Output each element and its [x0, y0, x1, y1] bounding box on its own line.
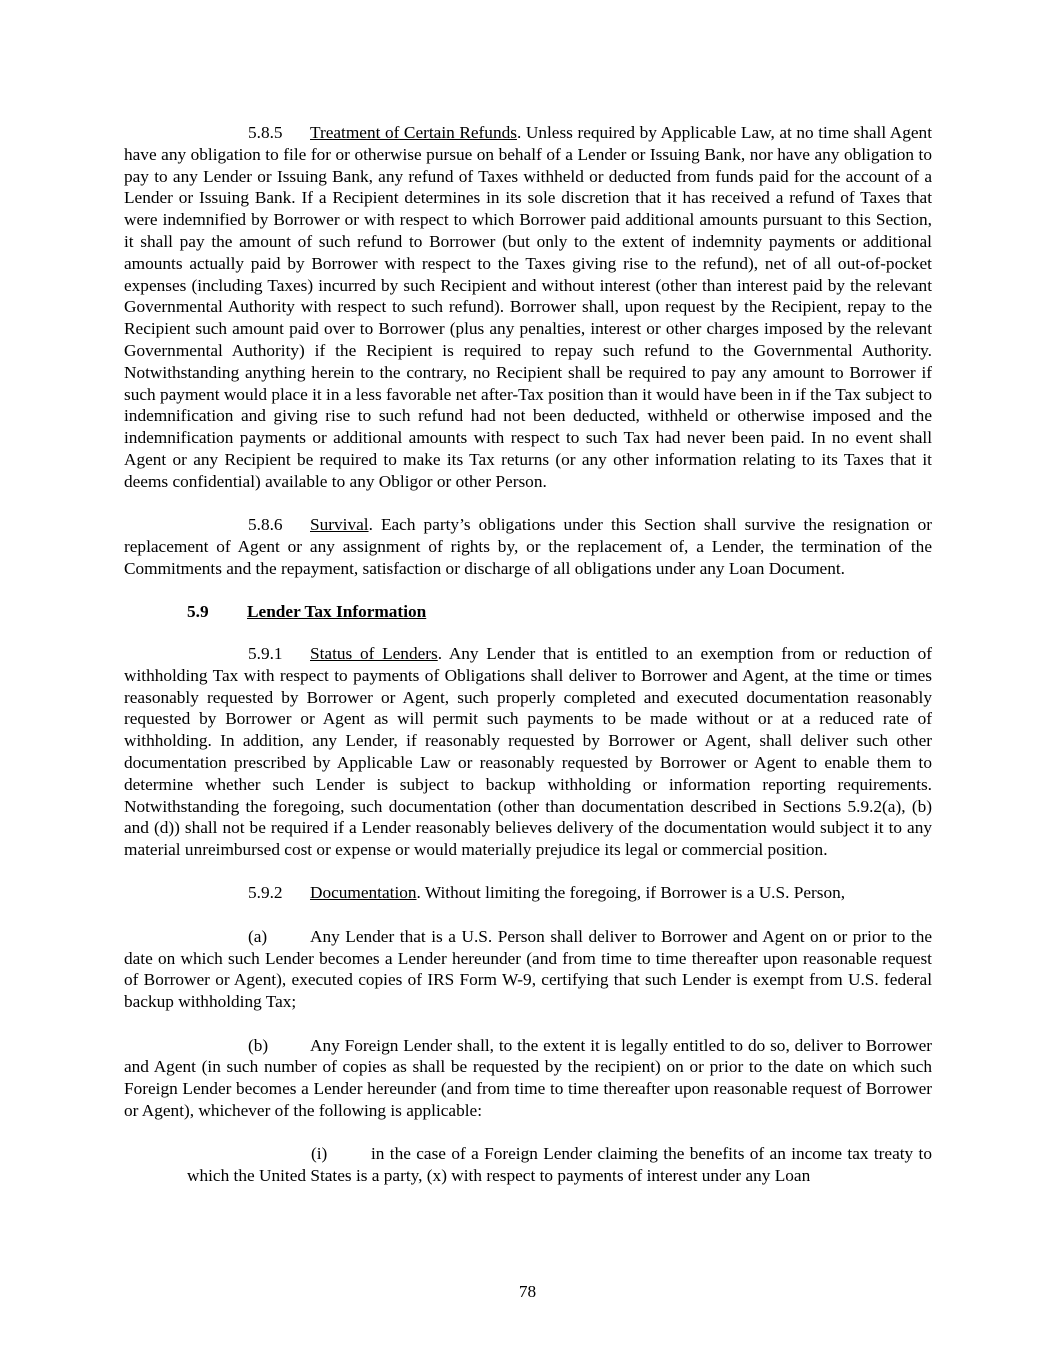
clause-a-paragraph [124, 926, 932, 1013]
section-number: 5.9.2 [248, 883, 283, 903]
clause-number: (i) [311, 1144, 328, 1164]
section-title: Documentation [310, 883, 417, 903]
section-text: . Each party’s obligations under this Section shall survive the resignation or replacement of Agent or any assignment of rights by, or the replacement of, a Lender, the termination of the Commitments and the repayment, satisfaction or discharge of all obligations under any Loan Document. [124, 515, 932, 578]
section-text: . Any Lender that is entitled to an exemption from or reduction of withholding Tax with respect to payments of Obligations shall deliver to Borrower and Agent, at the time or times reasonably requested by Borrower or Agent, such properly completed and executed documentation reasonably requested by Borrower or Agent as will permit such payments to be made without or at a reduced rate of withholding. In addition, any Lender, if reasonably requested by Borrower or Agent, shall deliver such other documentation prescribed by Applicable Law or reasonably requested by Borrower or Agent to enable them to determine whether such Lender is subject to backup withholding or information reporting requirements. Notwithstanding the foregoing, such documentation (other than documentation described in Sections 5.9.2(a), (b) and (d)) shall not be required if a Lender reasonably believes delivery of the documentation would subject it to any material unreimbursed cost or expense or would materially prejudice its legal or commercial position. [124, 643, 932, 860]
page-number: 78 [518, 1282, 537, 1301]
section-title: Treatment of Certain Refunds [310, 123, 517, 142]
section-number: 5.8.5 [248, 123, 283, 142]
document-page [124, 122, 932, 1209]
section-5-8-5-paragraph [124, 122, 932, 493]
clause-text: in the case of a Foreign Lender claiming the benefits of an income tax treaty to which the United States is a party, (x) with respect to payments of interest under any Loan [187, 1144, 932, 1186]
clause-text: Any Foreign Lender shall, to the extent it is legally entitled to do so, deliver to Borrower and Agent (in such number of copies as shall be requested by the recipient) on or prior to the date on which such Foreign Lender becomes a Lender hereunder (and from time to time thereafter upon reasonable request of Borrower or Agent), whichever of the following is applicable: [124, 1035, 932, 1121]
section-5-9-2-paragraph [124, 882, 932, 904]
heading-title: Lender Tax Information [247, 602, 427, 622]
section-title: Status of Lenders [310, 643, 438, 663]
section-5-8-6-paragraph [124, 514, 932, 579]
section-number: 5.9.1 [248, 643, 283, 663]
clause-text: Any Lender that is a U.S. Person shall deliver to Borrower and Agent on or prior to the date on which such Lender becomes a Lender hereunder (and from time to time thereafter upon reasonable request of Borrower or Agent), executed copies of IRS Form W-9, certifying that such Lender is exempt from U.S. federal backup withholding Tax; [124, 926, 932, 1012]
clause-number: (a) [248, 926, 268, 946]
section-number: 5.8.6 [248, 515, 283, 535]
heading-number: 5.9 [187, 602, 209, 622]
section-text: . Unless required by Applicable Law, at no time shall Agent have any obligation to file for or otherwise pursue on behalf of a Lender or Issuing Bank, nor have any obligation to pay to any Lender or Issuing Bank, any refund of Taxes withheld or deducted from funds paid for the account of a Lender or Issuing Bank. If a Recipient determines in its sole discretion that it has received a refund of Taxes that were indemnified by Borrower or with respect to which Borrower paid additional amounts pursuant to this Section, it shall pay the amount of such refund to Borrower (but only to the extent of indemnity payments or additional amounts actually paid by Borrower with respect to the Taxes giving rise to the refund), net of all out-of-pocket expenses (including Taxes) incurred by such Recipient and without interest (other than interest paid by the relevant Governmental Authority with respect to such refund). Borrower shall, upon request by the Recipient, repay to the Recipient such amount paid over to Borrower (plus any penalties, interest or other charges imposed by the relevant Governmental Authority) if the Recipient is required to repay such refund to the Governmental Authority. Notwithstanding anything herein to the contrary, no Recipient shall be required to pay any amount to Borrower if such payment would place it in a less favorable net after-Tax position than it would have been in if the Tax subject to indemnification and giving rise to such refund had not been deducted, withheld or otherwise imposed and the indemnification payments or additional amounts with respect to such Tax had never been paid. In no event shall Agent or any Recipient be required to make its Tax returns (or any other information relating to its Taxes that it deems confidential) available to any Obligor or other Person. [124, 123, 933, 491]
clause-b-paragraph [124, 1035, 932, 1122]
section-5-9-heading [187, 601, 932, 623]
clause-i-paragraph [187, 1143, 932, 1187]
section-title: Survival [310, 515, 369, 535]
clause-number: (b) [248, 1035, 269, 1055]
section-5-9-1-paragraph [124, 643, 932, 861]
section-text: . Without limiting the foregoing, if Borrower is a U.S. Person, [416, 883, 846, 903]
